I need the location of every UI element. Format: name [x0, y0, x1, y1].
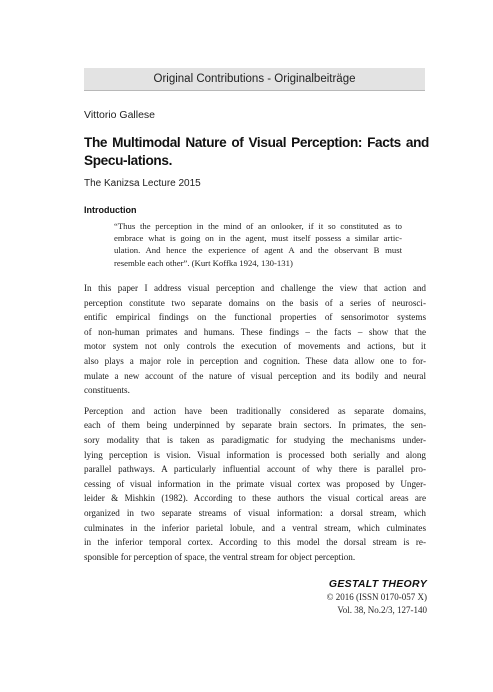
- text-line: also plays a major role in perception and cognition. These data allow one to for-: [84, 355, 426, 366]
- text-line: sory modality that is taken as paradigmatic for studying the mechanisms under-: [84, 434, 426, 445]
- quote-line: embrace what is going on in the agent, must itself possess a similar artic-: [114, 233, 402, 244]
- text-line: In this paper I address visual perception and challenge the view that action and: [84, 283, 426, 293]
- text-line: leider & Mishkin (1982). According to these authors the visual cortical areas are: [84, 493, 426, 504]
- quote-line: “Thus the perception in the mind of an onlooker, if it so constituted as to: [114, 221, 402, 231]
- paragraph-2: [84, 404, 426, 565]
- section-header-bar: [84, 68, 425, 91]
- text-line: Perception and action have been traditionally considered as separate domains,: [84, 405, 426, 416]
- journal-name: GESTALT THEORY: [328, 578, 427, 590]
- epigraph-quote: [114, 220, 402, 269]
- volume-pages: Vol. 38, No.2/3, 127-140: [337, 604, 427, 615]
- text-line: constituents.: [84, 385, 130, 396]
- text-line: entific empirical findings on the functional properties of sensorimotor systems: [84, 312, 426, 323]
- text-line: culminates in the inferior parietal lobule, and a ventral stream, which culminates: [84, 522, 426, 533]
- paragraph-1: [84, 281, 426, 398]
- text-line: mulate a new account of the nature of visual perception and its bodily and neural: [84, 370, 426, 381]
- text-line: parallel pathways. A particularly influential account of why there is parallel pro-: [84, 464, 426, 475]
- introduction-heading: Introduction: [84, 205, 137, 215]
- section-label: Original Contributions - Originalbeiträge: [153, 73, 356, 85]
- text-line: lying perception is vision. Visual information is processed both serially and along: [84, 449, 426, 460]
- article-author: Vittorio Gallese: [84, 109, 156, 121]
- text-line: sponsible for perception of space, the ventral stream for object perception.: [84, 551, 356, 562]
- text-line: motor system not only controls the execution of movements and actions, but it: [84, 341, 426, 352]
- text-line: each of them being underpinned by separate brain sectors. In primates, the sen-: [84, 420, 426, 431]
- copyright-issn: © 2016 (ISSN 0170-057 X): [326, 592, 427, 602]
- article-subtitle: The Kanizsa Lecture 2015: [84, 178, 201, 189]
- journal-footer: [327, 578, 427, 616]
- text-line: perception constitute two separate domains on the basis of a series of neurosci-: [84, 297, 426, 308]
- body-text: [84, 281, 426, 570]
- text-line: in the inferior temporal cortex. According to this model the dorsal stream is re-: [84, 537, 426, 548]
- text-line: cessing of visual information in the primate visual cortex was proposed by Unger-: [84, 478, 426, 489]
- text-line: of non-human primates and humans. These findings – the facts – show that the: [84, 326, 426, 337]
- article-title: The Multimodal Nature of Visual Perception: Facts and Specu-lations.: [84, 135, 429, 168]
- quote-line: ulation. And hence the experience of agent A and the observant B must: [114, 245, 402, 256]
- text-line: organized in two separate streams of visual information: a dorsal stream, which: [84, 507, 426, 518]
- quote-line: resemble each other”. (Kurt Koffka 1924, 130-131): [114, 257, 293, 268]
